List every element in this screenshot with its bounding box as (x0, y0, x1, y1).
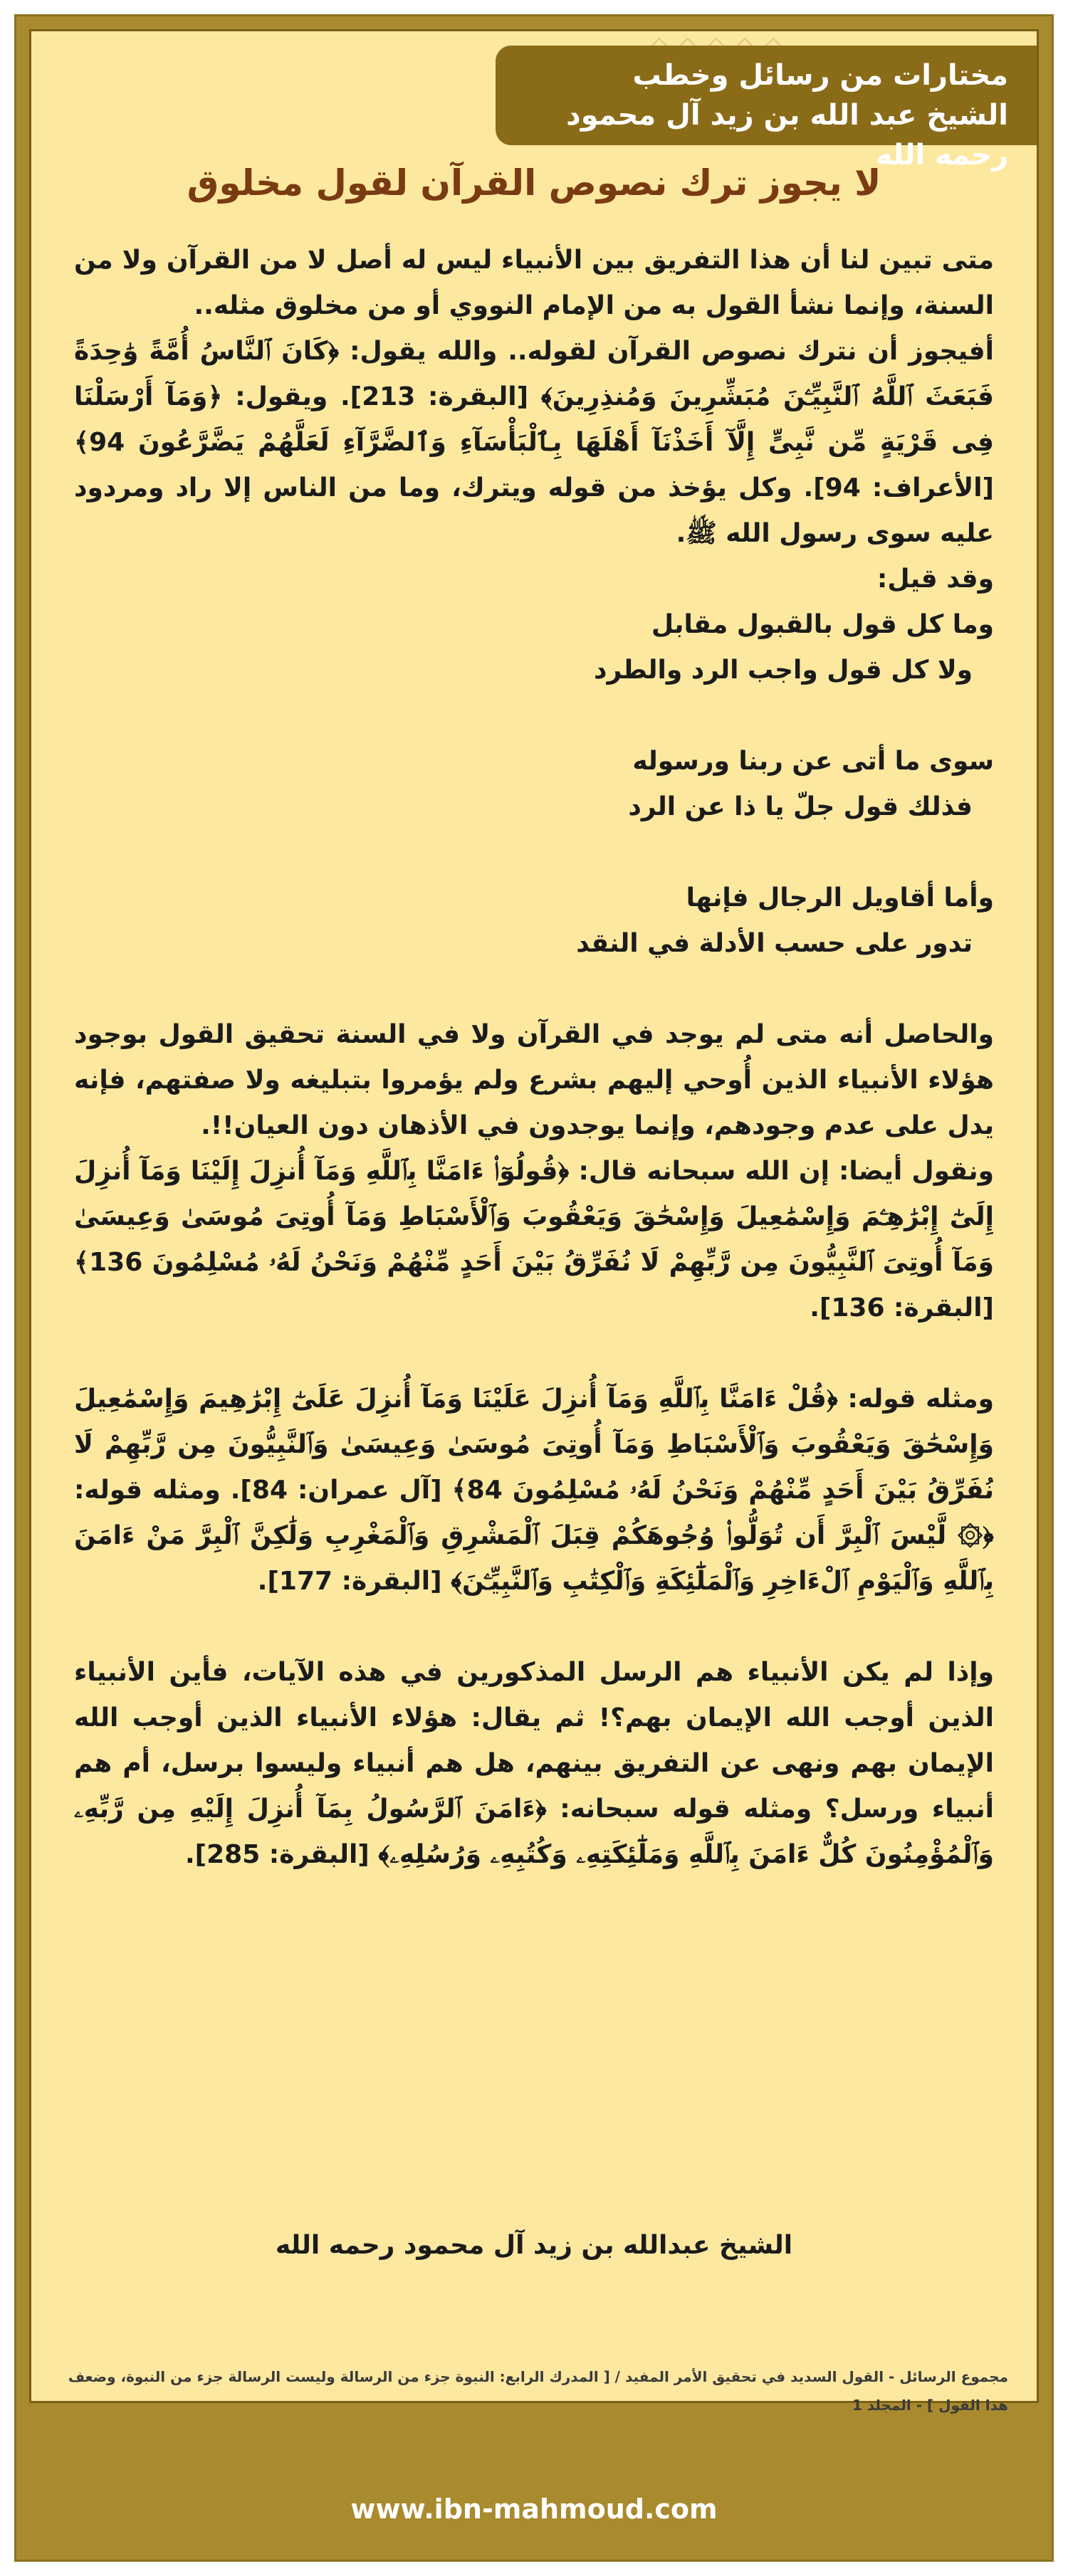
content-panel (29, 29, 1039, 2414)
website-link[interactable]: www.ibn-mahmoud.com (350, 2493, 718, 2525)
poem-verse-2a: سوى ما أتى عن ربنا ورسوله (632, 747, 994, 776)
source-citation: مجموع الرسائل - القول السديد في تحقيق الأمر المفيد / [ المدرك الرابع: النبوة جزء من الرسالة وليست الرسالة جزء من النبوة، وضعف هذا القول ] - المجلد 1 (68, 2368, 1008, 2414)
page-frame (14, 14, 1054, 2562)
poem-verse-3a: وأما أقاويل الرجال فإنها (686, 883, 994, 913)
paragraph: أفيجوز أن نترك نصوص القرآن لقوله.. والله يقول: ﴿كَانَ ٱلنَّاسُ أُمَّةً وَٰحِدَةً فَبَعَثَ ٱللَّهُ ٱلنَّبِيِّـۧنَ مُبَشِّرِينَ وَمُنذِرِينَ﴾ [البقرة: 213]. ويقول: ﴿وَمَآ أَرْسَلْنَا فِى قَرْيَةٍ مِّن نَّبِىٍّ إِلَّآ أَخَذْنَآ أَهْلَهَا بِٱلْبَأْسَآءِ وَٱلضَّرَّآءِ لَعَلَّهُمْ يَضَّرَّعُونَ 94﴾ [الأعراف: 94]. وكل يؤخذ من قوله ويترك، وما من الناس إلا راد ومردود عليه سوى رسول الله ﷺ. (74, 337, 994, 548)
article-body (74, 238, 994, 1878)
paragraph: والحاصل أنه متى لم يوجد في القرآن ولا في السنة تحقيق القول بوجود هؤلاء الأنبياء الذين أُوحي إليهم بشرع ولم يؤمروا بتبليغه ولا صفتهم، فإنه يدل على عدم وجودهم، وإنما يوجدون في الأذهان دون العيان!!. (74, 1020, 994, 1140)
paragraph: وإذا لم يكن الأنبياء هم الرسل المذكورين في هذه الآيات، فأين الأنبياء الذين أوجب الله الإيمان بهم؟! ثم يقال: هؤلاء الأنبياء الذين أوجب الله الإيمان بهم ونهى عن التفريق بينهم، هل هم أنبياء وليسوا برسل، أم هم أنبياء ورسل؟ ومثله قوله سبحانه: ﴿ءَامَنَ ٱلرَّسُولُ بِمَآ أُنزِلَ إِلَيْهِ مِن رَّبِّهِۦ وَٱلْمُؤْمِنُونَ كُلٌّ ءَامَنَ بِٱللَّهِ وَمَلَٰٓئِكَتِهِۦ وَكُتُبِهِۦ وَرُسُلِهِۦ﴾ [البقرة: 285]. (74, 1658, 994, 1869)
author-signature: الشيخ عبدالله بن زيد آل محمود رحمه الله (275, 2231, 793, 2260)
paragraph: متى تبين لنا أن هذا التفريق بين الأنبياء ليس له أصل لا من القرآن ولا من السنة، وإنما نشأ القول به من الإمام النووي أو من مخلوق مثله.. (74, 246, 994, 320)
poem-verse-1a: وما كل قول بالقبول مقابل (651, 610, 994, 639)
series-header (496, 46, 1037, 172)
poem-verse-2b: فذلك قول جلّ يا ذا عن الرد (628, 792, 973, 821)
poem-verse-1b: ولا كل قول واجب الرد والطرد (594, 656, 973, 685)
header-line-1: مختارات من رسائل وخطب (632, 59, 1008, 92)
article-title: لا يجوز ترك نصوص القرآن لقول مخلوق (187, 162, 881, 204)
poem-verse-3b: تدور على حسب الأدلة في النقد (576, 929, 973, 958)
paragraph: وقد قيل: (876, 564, 994, 594)
paragraph: ومثله قوله: ﴿قُلْ ءَامَنَّا بِٱللَّهِ وَمَآ أُنزِلَ عَلَيْنَا وَمَآ أُنزِلَ عَلَىٰٓ إِبْرَٰهِيمَ وَإِسْمَٰعِيلَ وَإِسْحَٰقَ وَيَعْقُوبَ وَٱلْأَسْبَاطِ وَمَآ أُوتِىَ مُوسَىٰ وَعِيسَىٰ وَٱلنَّبِيُّونَ مِن رَّبِّهِمْ لَا نُفَرِّقُ بَيْنَ أَحَدٍ مِّنْهُمْ وَنَحْنُ لَهُۥ مُسْلِمُونَ 84﴾ [آل عمران: 84]. ومثله قوله: ﴿۞ لَّيْسَ ٱلْبِرَّ أَن تُوَلُّوا۟ وُجُوهَكُمْ قِبَلَ ٱلْمَشْرِقِ وَٱلْمَغْرِبِ وَلَٰكِنَّ ٱلْبِرَّ مَنْ ءَامَنَ بِٱللَّهِ وَٱلْيَوْمِ ٱلْءَاخِرِ وَٱلْمَلَٰٓئِكَةِ وَٱلْكِتَٰبِ وَٱلنَّبِيِّـۧنَ﴾ [البقرة: 177]. (74, 1384, 994, 1596)
paragraph: ونقول أيضا: إن الله سبحانه قال: ﴿قُولُوٓا۟ ءَامَنَّا بِٱللَّهِ وَمَآ أُنزِلَ إِلَيْنَا وَمَآ أُنزِلَ إِلَىٰٓ إِبْرَٰهِـۧمَ وَإِسْمَٰعِيلَ وَإِسْحَٰقَ وَيَعْقُوبَ وَٱلْأَسْبَاطِ وَمَآ أُوتِىَ مُوسَىٰ وَعِيسَىٰ وَمَآ أُوتِىَ ٱلنَّبِيُّونَ مِن رَّبِّهِمْ لَا نُفَرِّقُ بَيْنَ أَحَدٍ مِّنْهُمْ وَنَحْنُ لَهُۥ مُسْلِمُونَ 136﴾ [البقرة: 136]. (74, 1157, 994, 1323)
header-line-2: الشيخ عبد الله بن زيد آل محمود رحمه الله (566, 99, 1008, 172)
